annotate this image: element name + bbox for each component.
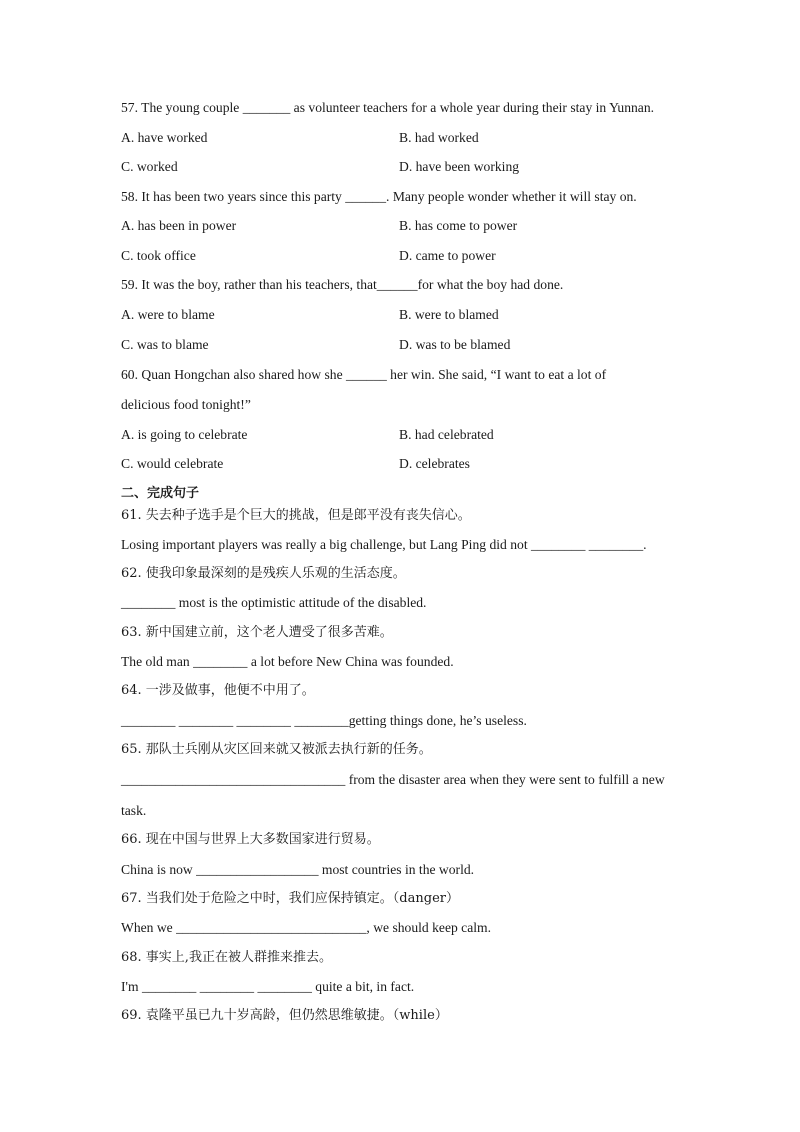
question-59-option-c: C. was to blame	[121, 337, 209, 352]
question-65-english-line-1: _________________________________ from the disaster area when they were sent to fulfill a new	[121, 772, 665, 787]
question-62-english: ________ most is the optimistic attitude of the disabled.	[121, 595, 427, 610]
question-59-option-a: A. were to blame	[121, 307, 215, 322]
question-57-option-d: D. have been working	[399, 159, 520, 174]
question-58-option-c: C. took office	[121, 248, 196, 263]
question-61-english: Losing important players was really a big challenge, but Lang Ping did not ________ ________.	[121, 537, 647, 552]
question-60-option-c: C. would celebrate	[121, 456, 224, 471]
question-60-option-d: D. celebrates	[399, 456, 470, 471]
question-58-option-d: D. came to power	[399, 248, 496, 263]
question-67-english: When we ____________________________, we should keep calm.	[121, 920, 491, 935]
question-59-option-d: D. was to be blamed	[399, 337, 511, 352]
question-66-chinese: 66. 现在中国与世界上大多数国家进行贸易。	[121, 832, 380, 847]
question-68-chinese: 68. 事实上,我正在被人群推来推去。	[121, 950, 332, 965]
question-63-english: The old man ________ a lot before New China was founded.	[121, 654, 454, 669]
section-heading: 二、完成句子	[121, 486, 200, 501]
question-60-stem-line-1: 60. Quan Hongchan also shared how she ______ her win. She said, “I want to eat a lot of	[121, 367, 607, 382]
question-58-option-a: A. has been in power	[121, 218, 237, 233]
question-62-chinese: 62. 使我印象最深刻的是残疾人乐观的生活态度。	[121, 566, 406, 581]
question-59-option-b: B. were to blamed	[399, 307, 499, 322]
question-60-option-b: B. had celebrated	[399, 427, 494, 442]
question-63-chinese: 63. 新中国建立前，这个老人遭受了很多苦难。	[121, 625, 393, 640]
question-60-option-a: A. is going to celebrate	[121, 427, 248, 442]
question-64-english: ________ ________ ________ ________getting things done, he’s useless.	[121, 713, 527, 728]
question-67-chinese: 67. 当我们处于危险之中时，我们应保持镇定。（danger）	[121, 891, 459, 906]
question-58-stem: 58. It has been two years since this party ______. Many people wonder whether it will stay on.	[121, 189, 637, 204]
question-64-chinese: 64. 一涉及做事，他便不中用了。	[121, 683, 315, 698]
question-57-stem: 57. The young couple _______ as volunteer teachers for a whole year during their stay in Yunnan.	[121, 100, 655, 115]
question-61-chinese: 61. 失去种子选手是个巨大的挑战，但是郎平没有丧失信心。	[121, 508, 471, 523]
question-60-stem-line-2: delicious food tonight!”	[121, 397, 251, 412]
question-59-stem: 59. It was the boy, rather than his teachers, that______for what the boy had done.	[121, 277, 564, 292]
question-65-english-line-2: task.	[121, 803, 147, 818]
question-57-option-c: C. worked	[121, 159, 178, 174]
question-57-option-b: B. had worked	[399, 130, 479, 145]
question-66-english: China is now __________________ most countries in the world.	[121, 862, 475, 877]
question-69-chinese: 69. 袁隆平虽已九十岁高龄，但仍然思维敏捷。（while）	[121, 1008, 448, 1023]
question-57-option-a: A. have worked	[121, 130, 208, 145]
question-65-chinese: 65. 那队士兵刚从灾区回来就又被派去执行新的任务。	[121, 742, 432, 757]
question-58-option-b: B. has come to power	[399, 218, 518, 233]
question-68-english: I'm ________ ________ ________ quite a bit, in fact.	[121, 979, 415, 994]
